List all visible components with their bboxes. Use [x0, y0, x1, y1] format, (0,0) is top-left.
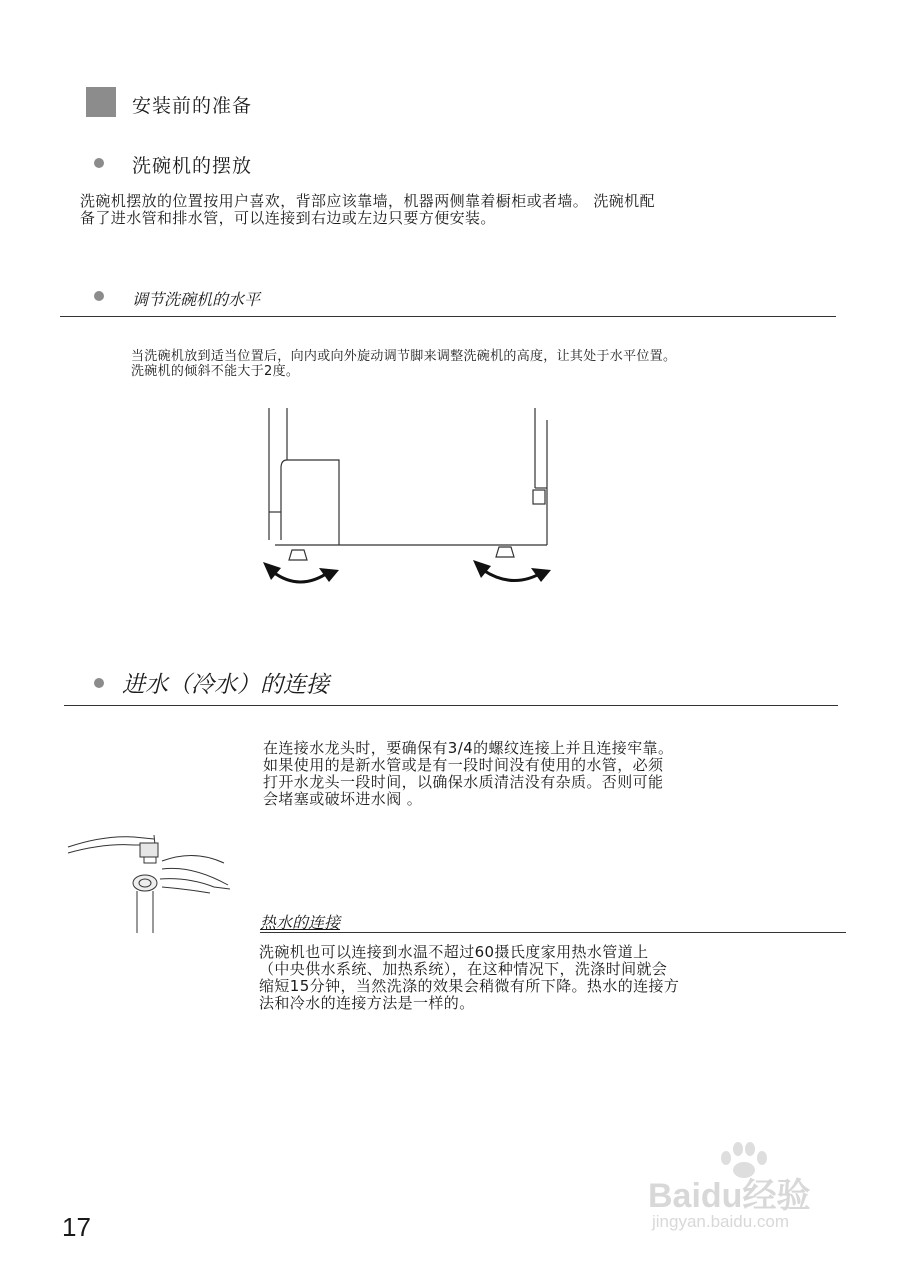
text-line: 洗碗机的倾斜不能大于2度。 — [131, 364, 300, 379]
cold-water-heading: 进水（冷水）的连接 — [122, 672, 329, 698]
hot-water-heading: 热水的连接 — [260, 913, 341, 932]
text-line: 洗碗机摆放的位置按用户喜欢，背部应该靠墙，机器两侧靠着橱柜或者墙。 洗碗机配 — [80, 192, 655, 210]
text-line: 打开水龙头一段时间，以确保水质清洁没有杂质。否则可能 — [263, 773, 664, 791]
leveling-paragraph — [131, 349, 676, 379]
watermark-url: jingyan.baidu.com — [652, 1212, 790, 1231]
placement-heading: 洗碗机的摆放 — [132, 155, 253, 177]
text-line: 缩短15分钟，当然洗涤的效果会稍微有所下降。热水的连接方 — [259, 977, 680, 995]
text-line: （中央供水系统、加热系统），在这种情况下，洗涤时间就会 — [259, 960, 668, 978]
text-line: 备了进水管和排水管，可以连接到右边或左边只要方便安装。 — [80, 209, 496, 227]
text-line: 如果使用的是新水管或是有一段时间没有使用的水管，必须 — [263, 756, 664, 774]
divider — [260, 932, 846, 933]
text-line: 法和冷水的连接方法是一样的。 — [259, 994, 475, 1012]
dishwasher-leveling-illustration — [255, 400, 565, 600]
watermark-logo: Baidu经验 — [648, 1177, 811, 1215]
faucet-connection-illustration — [64, 825, 234, 935]
divider — [64, 705, 838, 706]
hot-water-paragraph — [259, 944, 679, 1012]
section-title: 安装前的准备 — [132, 95, 253, 117]
section-marker — [86, 87, 116, 117]
placement-paragraph — [80, 193, 655, 227]
bullet-icon — [94, 158, 104, 168]
page-number: 17 — [62, 1212, 91, 1242]
bullet-icon — [94, 678, 104, 688]
text-line: 在连接水龙头时，要确保有3/4的螺纹连接上并且连接牢靠。 — [263, 739, 674, 757]
cold-water-paragraph — [263, 740, 673, 808]
text-line: 会堵塞或破坏进水阀 。 — [263, 790, 423, 808]
text-line: 当洗碗机放到适当位置后，向内或向外旋动调节脚来调整洗碗机的高度，让其处于水平位置。 — [131, 349, 677, 364]
leveling-heading: 调节洗碗机的水平 — [132, 290, 261, 309]
bullet-icon — [94, 291, 104, 301]
divider — [60, 316, 836, 317]
text-line: 洗碗机也可以连接到水温不超过60摄氏度家用热水管道上 — [259, 943, 649, 961]
